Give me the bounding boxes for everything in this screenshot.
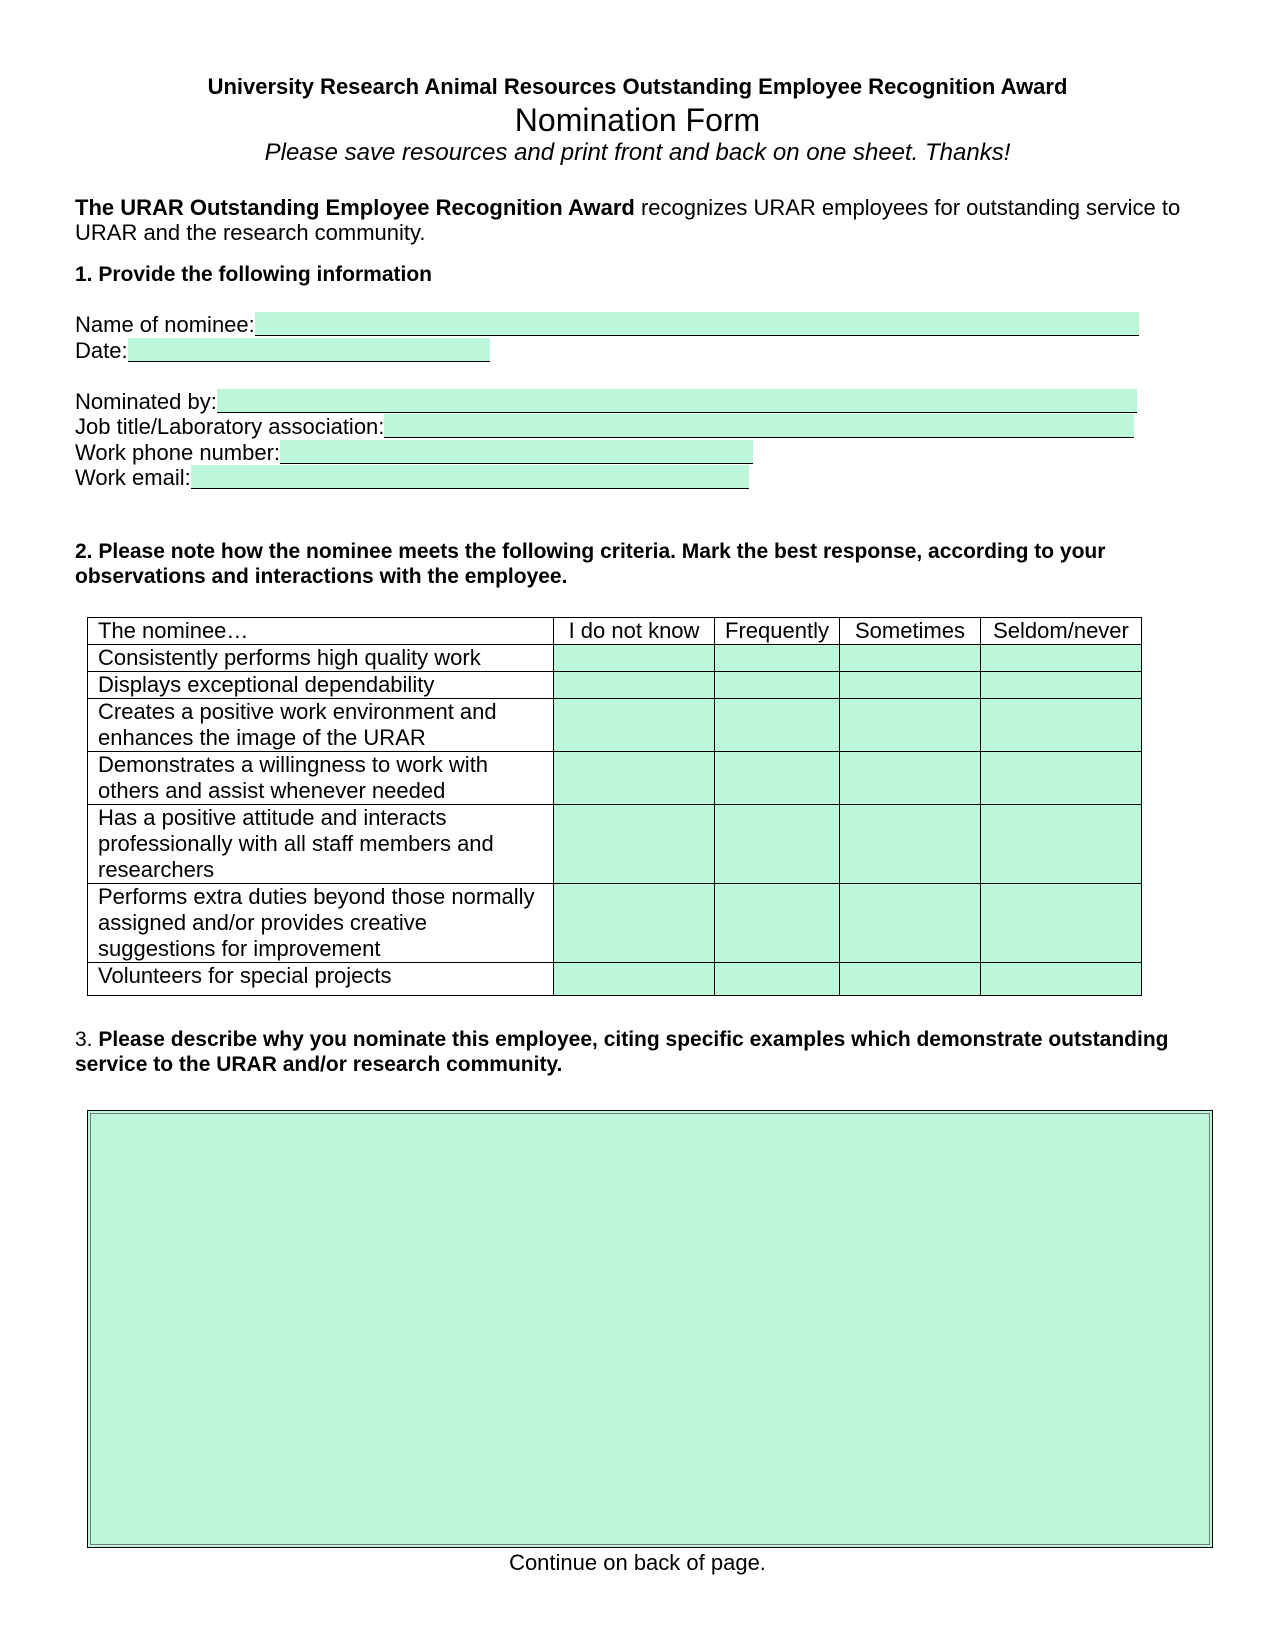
job-title-label: Job title/Laboratory association: (75, 414, 385, 439)
print-instruction: Please save resources and print front and back on one sheet. Thanks! (264, 139, 1011, 166)
response-do-not-know[interactable] (554, 805, 715, 884)
response-frequently[interactable] (715, 805, 840, 884)
work-phone-label: Work phone number: (75, 440, 281, 465)
criterion-label: Creates a positive work environment and enhances the image of the URAR (88, 699, 554, 752)
response-frequently[interactable] (715, 963, 840, 996)
criterion-label: Consistently performs high quality work (88, 645, 554, 672)
nominated-by-row (75, 389, 1137, 415)
criterion-label: Displays exceptional dependability (88, 672, 554, 699)
criteria-row (88, 884, 1142, 963)
response-seldom-never[interactable] (981, 752, 1142, 805)
response-sometimes[interactable] (840, 805, 981, 884)
criterion-label: Demonstrates a willingness to work with others and assist whenever needed (88, 752, 554, 805)
award-name: University Research Animal Resources Outstanding Employee Recognition Award (207, 74, 1068, 99)
response-sometimes[interactable] (840, 699, 981, 752)
page-title: Nomination Form (514, 102, 761, 138)
criterion-label: Performs extra duties beyond those normally assigned and/or provides creative suggestions for improvement (88, 884, 554, 963)
date-row (75, 338, 490, 364)
job-title-field[interactable] (384, 414, 1134, 438)
section-3-number: 3. (75, 1028, 99, 1051)
response-sometimes[interactable] (840, 752, 981, 805)
date-label: Date: (75, 338, 128, 363)
section-3-text: Please describe why you nominate this employee, citing specific examples which demonstrate outstanding service to the URAR and/or research community. (75, 1028, 1169, 1076)
column-header-nominee: The nominee… (88, 618, 554, 645)
response-sometimes[interactable] (840, 645, 981, 672)
criteria-row (88, 672, 1142, 699)
criteria-table (87, 617, 1142, 996)
column-header-do-not-know: I do not know (554, 618, 715, 645)
criterion-label: Has a positive attitude and interacts professionally with all staff members and researchers (88, 805, 554, 884)
response-do-not-know[interactable] (554, 884, 715, 963)
response-seldom-never[interactable] (981, 645, 1142, 672)
response-sometimes[interactable] (840, 672, 981, 699)
criteria-row (88, 805, 1142, 884)
section-3-heading (75, 1027, 1205, 1077)
criteria-row (88, 699, 1142, 752)
work-phone-row (75, 440, 753, 466)
intro-bold: The URAR Outstanding Employee Recognition Award (75, 195, 635, 220)
response-seldom-never[interactable] (981, 672, 1142, 699)
response-do-not-know[interactable] (554, 699, 715, 752)
nomination-description-field[interactable] (87, 1110, 1213, 1548)
column-header-sometimes: Sometimes (840, 618, 981, 645)
intro-paragraph (75, 195, 1195, 245)
response-frequently[interactable] (715, 884, 840, 963)
response-seldom-never[interactable] (981, 963, 1142, 996)
section-1-heading: 1. Provide the following information (75, 263, 433, 286)
criteria-row (88, 752, 1142, 805)
response-sometimes[interactable] (840, 884, 981, 963)
criteria-header-row (88, 618, 1142, 645)
section-2-heading: 2. Please note how the nominee meets the following criteria. Mark the best response, according to your observations and interactions with the employee. (75, 540, 1106, 588)
response-frequently[interactable] (715, 645, 840, 672)
continue-note: Continue on back of page. (509, 1550, 766, 1575)
criteria-row (88, 645, 1142, 672)
work-email-field[interactable] (191, 465, 749, 489)
response-seldom-never[interactable] (981, 805, 1142, 884)
work-email-row (75, 465, 749, 491)
response-sometimes[interactable] (840, 963, 981, 996)
job-title-row (75, 414, 1134, 440)
nominee-name-field[interactable] (255, 312, 1139, 336)
intro-text: recognizes URAR employees for outstanding service to URAR and the research community. (75, 195, 1181, 245)
response-frequently[interactable] (715, 752, 840, 805)
nominee-name-label: Name of nominee: (75, 312, 255, 337)
nominee-name-row (75, 312, 1139, 338)
response-frequently[interactable] (715, 699, 840, 752)
work-email-label: Work email: (75, 465, 191, 490)
date-field[interactable] (128, 338, 490, 362)
work-phone-field[interactable] (280, 440, 753, 464)
criteria-row (88, 963, 1142, 996)
response-frequently[interactable] (715, 672, 840, 699)
nominated-by-field[interactable] (217, 389, 1137, 413)
criterion-label: Volunteers for special projects (88, 963, 554, 996)
column-header-frequently: Frequently (715, 618, 840, 645)
column-header-seldom-never: Seldom/never (981, 618, 1142, 645)
response-seldom-never[interactable] (981, 884, 1142, 963)
response-do-not-know[interactable] (554, 645, 715, 672)
response-do-not-know[interactable] (554, 963, 715, 996)
response-do-not-know[interactable] (554, 752, 715, 805)
nominated-by-label: Nominated by: (75, 389, 217, 414)
response-do-not-know[interactable] (554, 672, 715, 699)
response-seldom-never[interactable] (981, 699, 1142, 752)
